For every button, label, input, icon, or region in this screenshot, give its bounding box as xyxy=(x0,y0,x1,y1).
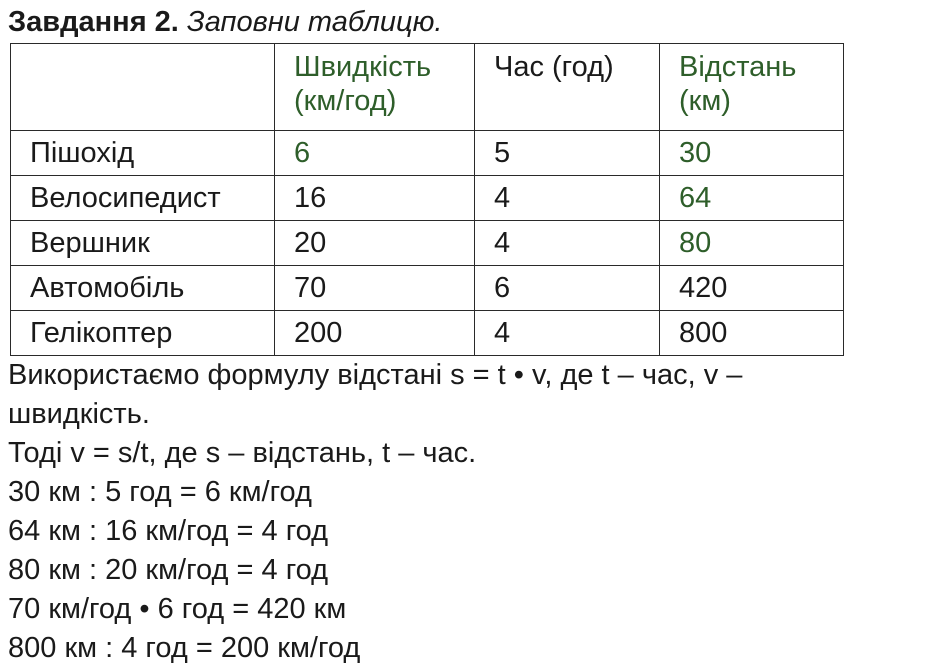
time-cell: 5 xyxy=(475,131,660,176)
row-label: Пішохід xyxy=(11,131,275,176)
speed-cell: 6 xyxy=(275,131,475,176)
speed-cell: 200 xyxy=(275,311,475,356)
header-distance: Відстань (км) xyxy=(660,44,844,131)
speed-cell: 20 xyxy=(275,221,475,266)
formula-line: Тоді v = s/t, де s – відстань, t – час. xyxy=(8,437,477,469)
formula-line: швидкість. xyxy=(8,398,150,430)
speed-cell: 70 xyxy=(275,266,475,311)
row-label: Велосипедист xyxy=(11,176,275,221)
formula-line: Використаємо формулу відстані s = t • v, де t – час, v – xyxy=(8,359,743,391)
table-row xyxy=(11,176,844,221)
solution-text xyxy=(8,356,742,668)
table-header-row xyxy=(11,44,844,131)
speed-cell: 16 xyxy=(275,176,475,221)
row-label: Гелікоптер xyxy=(11,311,275,356)
table-row xyxy=(11,266,844,311)
distance-cell: 80 xyxy=(660,221,844,266)
time-cell: 4 xyxy=(475,311,660,356)
header-speed: Швидкість (км/год) xyxy=(275,44,475,131)
time-cell: 4 xyxy=(475,176,660,221)
distance-cell: 420 xyxy=(660,266,844,311)
task-number: Завдання 2. xyxy=(8,6,179,38)
distance-cell: 64 xyxy=(660,176,844,221)
distance-cell: 800 xyxy=(660,311,844,356)
calculation-line: 64 км : 16 км/год = 4 год xyxy=(8,515,329,547)
row-label: Автомобіль xyxy=(11,266,275,311)
speed-time-distance-table xyxy=(10,43,844,356)
calculation-line: 800 км : 4 год = 200 км/год xyxy=(8,632,361,664)
row-label: Вершник xyxy=(11,221,275,266)
calculation-line: 70 км/год • 6 год = 420 км xyxy=(8,593,347,625)
header-time: Час (год) xyxy=(475,44,660,131)
time-cell: 6 xyxy=(475,266,660,311)
table-row xyxy=(11,131,844,176)
task-instruction: Заповни таблицю. xyxy=(186,6,443,38)
calculation-line: 30 км : 5 год = 6 км/год xyxy=(8,476,312,508)
table-row xyxy=(11,221,844,266)
task-heading xyxy=(8,4,442,40)
calculation-line: 80 км : 20 км/год = 4 год xyxy=(8,554,329,586)
header-empty-cell xyxy=(11,44,275,131)
time-cell: 4 xyxy=(475,221,660,266)
table-row xyxy=(11,311,844,356)
distance-cell: 30 xyxy=(660,131,844,176)
